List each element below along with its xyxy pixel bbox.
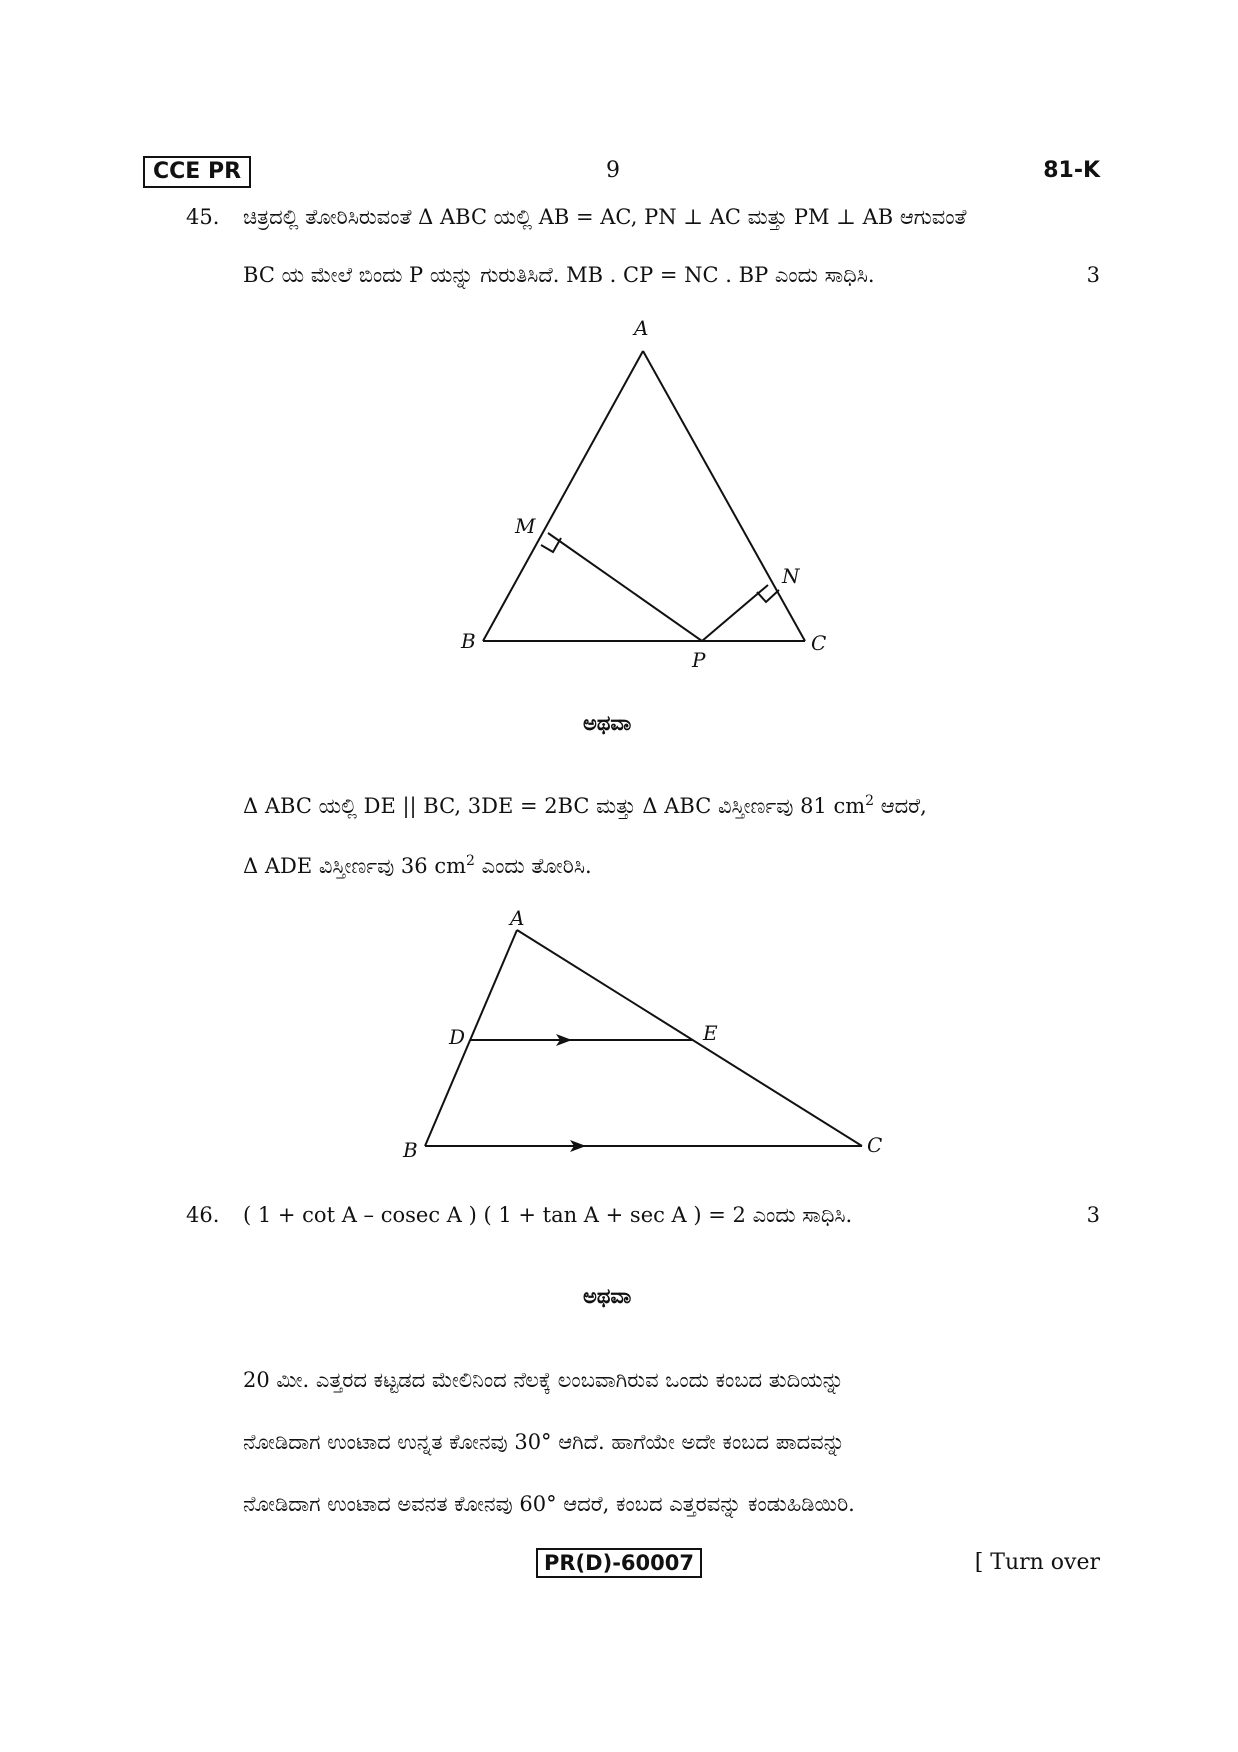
q46-line-1: ( 1 + cot A – cosec A ) ( 1 + tan A + sec A ) = 2 ಎಂದು ಸಾಧಿಸಿ. — [243, 1203, 853, 1227]
or-label-45: ಅಥವಾ — [583, 710, 632, 735]
question-number-46: 46. — [186, 1203, 220, 1227]
q45-alt-line-2: Δ ADE ವಿಸ್ತೀರ್ಣವು 36 $cm^2$ ಎಂದು ತೋರಿಸಿ. — [243, 853, 592, 878]
side-ab-2 — [425, 930, 517, 1146]
q45-line-1: ಚಿತ್ರದಲ್ಲಿ ತೋರಿಸಿರುವಂತೆ Δ ABC ಯಲ್ಲಿ AB = AC, PN ⊥ AC ಮತ್ತು PM ⊥ AB ಆಗುವಂತೆ — [243, 205, 967, 229]
label-c-2: C — [867, 1133, 883, 1157]
label-c: C — [811, 631, 827, 655]
side-ab — [483, 351, 643, 641]
paper-code: 81-K — [1043, 158, 1100, 183]
q46-alt-line-1: 20 ಮೀ. ಎತ್ತರದ ಕಟ್ಟಡದ ಮೇಲಿನಿಂದ ನೆಲಕ್ಕೆ ಲಂಬವಾಗಿರುವ ಒಂದು ಕಂಬದ ತುದಿಯನ್ನು — [243, 1368, 844, 1392]
triangle-abc-figure — [450, 310, 840, 680]
label-d: D — [449, 1025, 466, 1049]
label-n: N — [782, 564, 800, 588]
q46-alt-line-2: ನೋಡಿದಾಗ ಉಂಟಾದ ಉನ್ನತ ಕೋನವು 30° ಆಗಿದೆ. ಹಾಗೆಯೇ ಅದೇ ಕಂಬದ ಪಾದವನ್ನು — [243, 1430, 845, 1454]
q45-marks: 3 — [1086, 263, 1100, 287]
segment-pm — [548, 533, 702, 641]
q46-alt-line-3: ನೋಡಿದಾಗ ಉಂಟಾದ ಅವನತ ಕೋನವು 60° ಆದರೆ, ಕಂಬದ ಎತ್ತರವನ್ನು ಕಂಡುಹಿಡಿಯಿರಿ. — [243, 1492, 855, 1516]
side-ac — [643, 351, 805, 641]
q46-marks: 3 — [1086, 1203, 1100, 1227]
label-b-2: B — [403, 1138, 418, 1162]
label-a-2: A — [510, 906, 525, 930]
label-a: A — [634, 316, 649, 340]
footer-paper-code: PR(D)-60007 — [536, 1548, 702, 1578]
q45-alt-line-1: Δ ABC ಯಲ್ಲಿ DE || BC, 3DE = 2BC ಮತ್ತು Δ ABC ವಿಸ್ತೀರ್ಣವು 81 $cm^2$ ಆದರೆ, — [243, 793, 927, 818]
label-e: E — [703, 1021, 718, 1045]
turn-over-note: [ Turn over — [974, 1550, 1100, 1575]
triangle-ade-figure — [395, 905, 895, 1165]
or-label-46: ಅಥವಾ — [583, 1283, 632, 1308]
page-number: 9 — [606, 158, 620, 183]
q45-line-2: BC ಯ ಮೇಲೆ ಬಿಂದು P ಯನ್ನು ಗುರುತಿಸಿದೆ. MB . CP = NC . BP ಎಂದು ಸಾಧಿಸಿ. — [243, 263, 875, 287]
label-b: B — [461, 629, 476, 653]
label-p: P — [692, 648, 706, 672]
question-number-45: 45. — [186, 205, 220, 229]
label-m: M — [515, 514, 536, 538]
header-subject-code: CCE PR — [143, 156, 251, 188]
side-ac-2 — [517, 930, 862, 1146]
